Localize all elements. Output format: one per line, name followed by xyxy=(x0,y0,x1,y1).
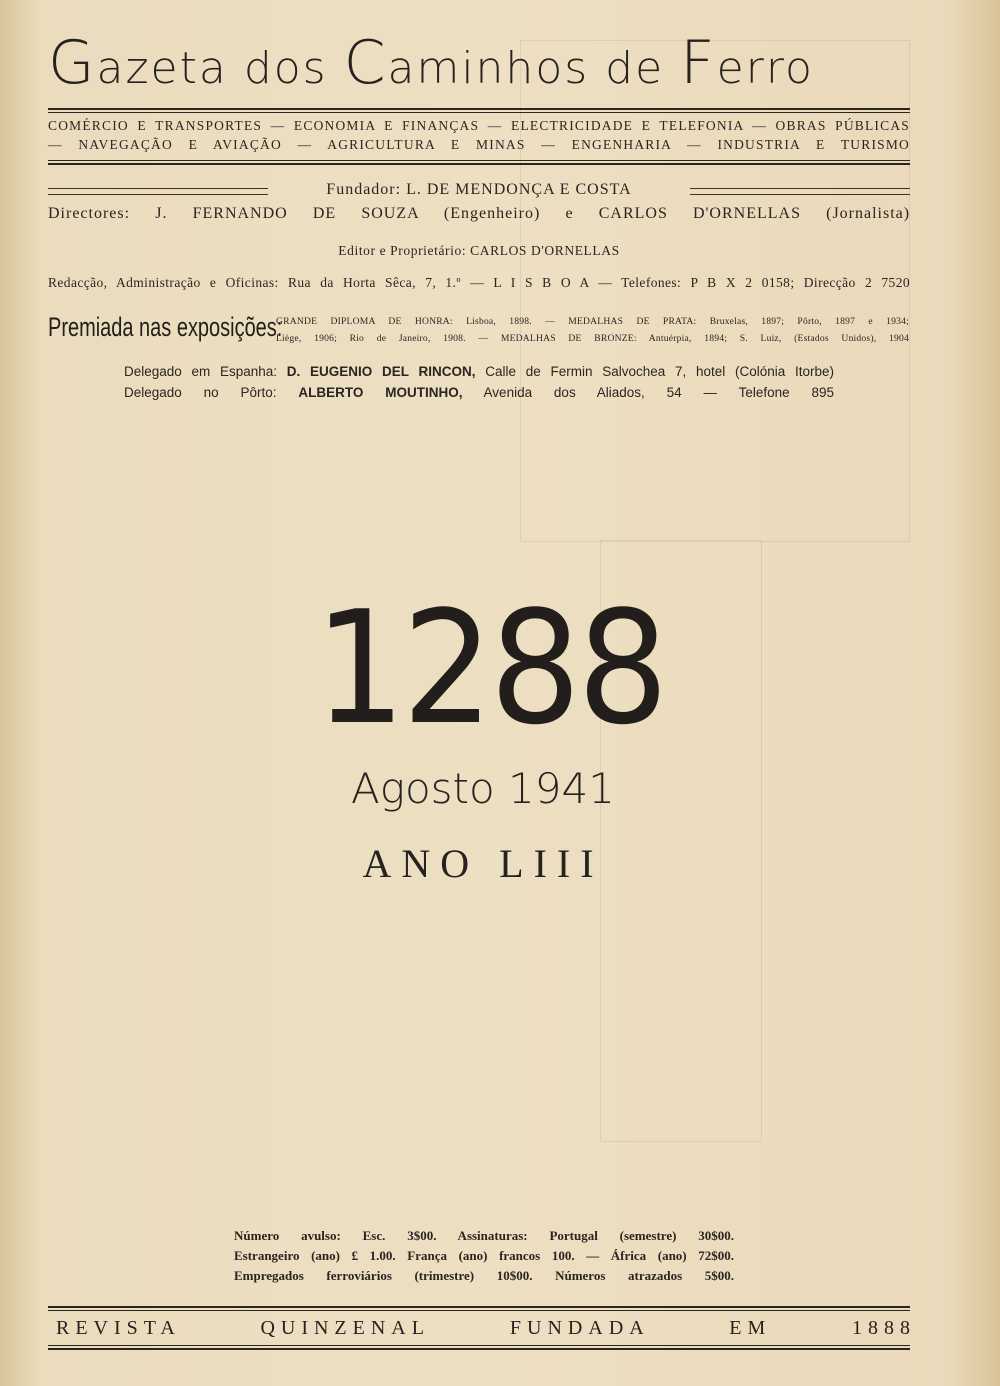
awards-list xyxy=(276,313,909,347)
directors-word: (Jornalista) xyxy=(826,205,911,222)
footer-tagline: REVISTA QUINZENAL FUNDADA EM 1888 xyxy=(56,1317,916,1339)
footer-rule-bottom-thin xyxy=(48,1345,910,1346)
masthead-cap-2: C xyxy=(343,28,388,98)
masthead-word-3: erro xyxy=(716,43,814,94)
directors-word: FERNANDO xyxy=(192,205,288,222)
awards-line-2: Liège, 1906; Rio de Janeiro, 1908. — MEDALHAS DE BRONZE: Antuérpia, 1894; S. Luiz, (Estados Unidos), 1904 xyxy=(276,333,909,344)
masthead-title xyxy=(48,28,910,98)
footer-rule-top-thin xyxy=(48,1310,910,1311)
issue-date: Agosto 1941 xyxy=(351,764,615,813)
price-list xyxy=(234,1226,734,1286)
show-through-box xyxy=(520,40,910,542)
redaccao-address: Redacção, Administração e Oficinas: Rua da Horta Sêca, 7, 1.º — L I S B O A — Telefones: P B X 2 0158; Direcção 2 7520 xyxy=(48,275,910,290)
delegate-porto-name: ALBERTO MOUTINHO, xyxy=(298,385,463,400)
delegate-porto-address: Avenida dos Aliados, 54 — Telefone 895 xyxy=(483,385,834,400)
footer-rule-bottom xyxy=(48,1348,910,1350)
masthead-word-2: aminhos de xyxy=(387,43,681,94)
directors-word: e xyxy=(565,205,574,222)
issue-number: 1288 xyxy=(314,577,665,759)
delegate-spain xyxy=(124,361,834,382)
issue-year: ANO LIII xyxy=(362,841,604,886)
awards-title: Premiada nas exposições: xyxy=(48,312,283,342)
subjects-line-1: COMÉRCIO E TRANSPORTES — ECONOMIA E FINANÇAS — ELECTRICIDADE E TELEFONIA — OBRAS PÚBLICAS xyxy=(48,118,910,133)
delegates xyxy=(124,361,834,403)
price-line-3: Empregados ferroviários (trimestre) 10$00. Números atrazados 5$00. xyxy=(234,1268,734,1283)
masthead-cap-1: G xyxy=(48,28,97,98)
founder-line xyxy=(48,181,910,201)
price-line-2: Estrangeiro (ano) £ 1.00. França (ano) francos 100. — África (ano) 72$00. xyxy=(234,1248,734,1263)
directors-word: SOUZA xyxy=(361,205,419,222)
directors-word: D'ORNELLAS xyxy=(692,205,801,222)
directors-word: J. xyxy=(155,205,168,222)
subjects-rule xyxy=(48,163,910,165)
directors-word: DE xyxy=(312,205,337,222)
subjects-line-2: — NAVEGAÇÃO E AVIAÇÃO — AGRICULTURA E MINAS — ENGENHARIA — INDUSTRIA E TURISMO xyxy=(48,137,910,152)
founder-text: Fundador: L. DE MENDONÇA E COSTA xyxy=(326,181,632,198)
delegate-porto xyxy=(124,382,834,403)
footer-rule-top xyxy=(48,1306,910,1308)
masthead-cap-3: F xyxy=(680,28,717,98)
awards-line-1: GRANDE DIPLOMA DE HONRA: Lisboa, 1898. — MEDALHAS DE PRATA: Bruxelas, 1897; Pôrto, 1897 e 1934; xyxy=(276,316,909,327)
subjects-rule-thin xyxy=(48,160,910,161)
masthead-rule-thin xyxy=(48,112,910,113)
directors-word: (Engenheiro) xyxy=(443,205,541,222)
masthead-word-1: azeta dos xyxy=(96,43,344,94)
delegate-porto-label: Delegado no Pôrto: xyxy=(124,385,277,400)
directors-word: CARLOS xyxy=(598,205,668,222)
delegate-spain-name: D. EUGENIO DEL RINCON, xyxy=(286,364,476,379)
editor-line: Editor e Proprietário: CARLOS D'ORNELLAS xyxy=(338,243,620,258)
price-line-1: Número avulso: Esc. 3$00. Assinaturas: Portugal (semestre) 30$00. xyxy=(234,1228,734,1243)
directors-line xyxy=(48,205,910,223)
directors-label: Directores: xyxy=(48,205,131,222)
founder-rule-right xyxy=(690,188,910,195)
delegate-spain-address: Calle de Fermin Salvochea 7, hotel (Colónia Itorbe) xyxy=(485,364,834,379)
masthead-rule xyxy=(48,108,910,110)
delegate-spain-label: Delegado em Espanha: xyxy=(124,364,278,379)
